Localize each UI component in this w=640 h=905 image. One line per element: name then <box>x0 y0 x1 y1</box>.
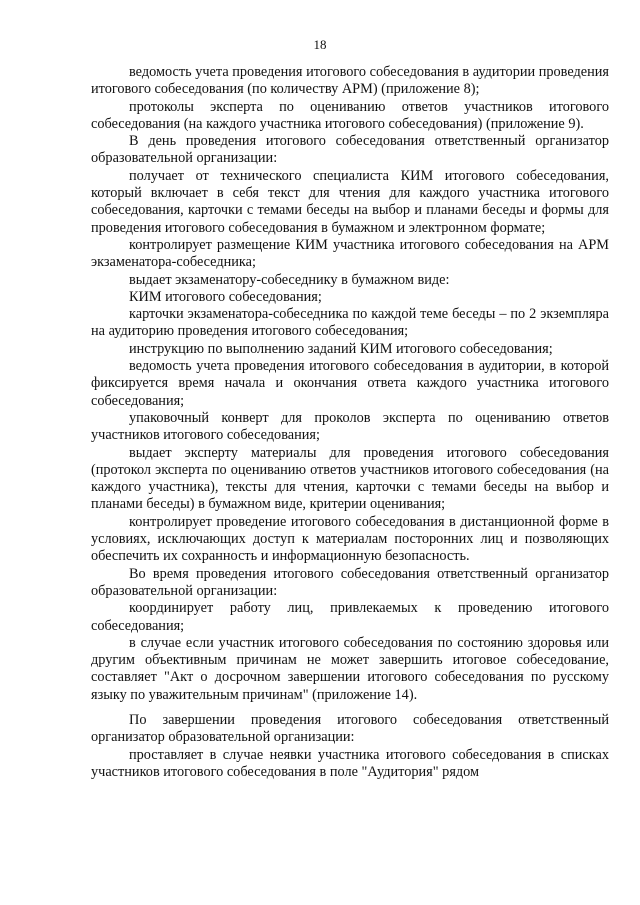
paragraph-vedomost-ucheta: ведомость учета проведения итогового собеседования в аудитории проведения итогового собеседования (по количеству АРМ) (приложение 8); <box>91 64 609 98</box>
paragraph-vo-vremya-provedeniya: Во время проведения итогового собеседования ответственный организатор образовательной организации: <box>91 565 609 599</box>
paragraph-po-zavershenii: По завершении проведения итогового собеседования ответственный организатор образовательной организации: <box>91 711 609 746</box>
paragraph-instruktsiya: инструкцию по выполнению заданий КИМ итогового собеседования; <box>129 340 553 357</box>
paragraph-koordiniruet: координирует работу лиц, привлекаемых к проведению итогового собеседования; <box>91 600 609 634</box>
document-body <box>91 64 609 781</box>
paragraph-vydaet-ekzamenatoru: выдает экзаменатору-собеседнику в бумажном виде: <box>129 271 450 288</box>
paragraph-upakovochnyi-konvert: упаковочный конверт для проколов эксперта по оцениванию ответов участников итогового собеседования; <box>91 409 609 444</box>
paragraph-kontroliruet-distantsionnoe: контролирует проведение итогового собеседования в дистанционной форме в условиях, исключающих доступ к материалам посторонних лиц и позволяющих обеспечить их сохранность и информационную безопасность. <box>91 513 609 565</box>
paragraph-v-sluchae-esli: в случае если участник итогового собеседования по состоянию здоровья или другим объективным причинам не может завершить итоговое собеседование, составляет "Акт о досрочном завершении итогового собеседования по русскому языку по уважительным причинам" (приложение 14). <box>91 634 609 703</box>
paragraph-kim: КИМ итогового собеседования; <box>129 288 322 305</box>
paragraph-vydaet-ekspertu: выдает эксперту материалы для проведения итогового собеседования (протокол эксперта по оцениванию ответов участников итогового собеседования (на каждого участника), тексты для чтения, карточки с темами беседы на выбор и планами беседы) в бумажном виде, критерии оценивания; <box>91 444 609 513</box>
paragraph-poluchaet-kim: получает от технического специалиста КИМ итогового собеседования, который включает в себя текст для чтения для каждого участника итогового собеседования, карточки с темами беседы на выбор и планами беседы и формы для проведения итогового собеседования в бумажном и электронном формате; <box>91 167 609 236</box>
page-number: 18 <box>313 37 327 52</box>
paragraph-protokoly-eksperta: протоколы эксперта по оцениванию ответов участников итогового собеседования (на каждого участника итогового собеседования) (приложение 9). <box>91 98 609 132</box>
paragraph-kartochki-ekzamenatora: карточки экзаменатора-собеседника по каждой теме беседы – по 2 экземпляра на аудиторию проведения итогового собеседования; <box>91 306 609 340</box>
paragraph-vedomost-v-auditorii: ведомость учета проведения итогового собеседования в аудитории, в которой фиксируется время начала и окончания ответа каждого участника итогового собеседования; <box>91 358 609 409</box>
paragraph-v-den-provedeniya: В день проведения итогового собеседования ответственный организатор образовательной организации: <box>91 133 609 167</box>
paragraph-prostavlyaet: проставляет в случае неявки участника итогового собеседования в списках участников итогового собеседования в поле "Аудитория" рядом <box>91 746 609 780</box>
paragraph-kontroliruet-razmeshchenie: контролирует размещение КИМ участника итогового собеседования на АРМ экзаменатора-собеседника; <box>91 236 609 271</box>
